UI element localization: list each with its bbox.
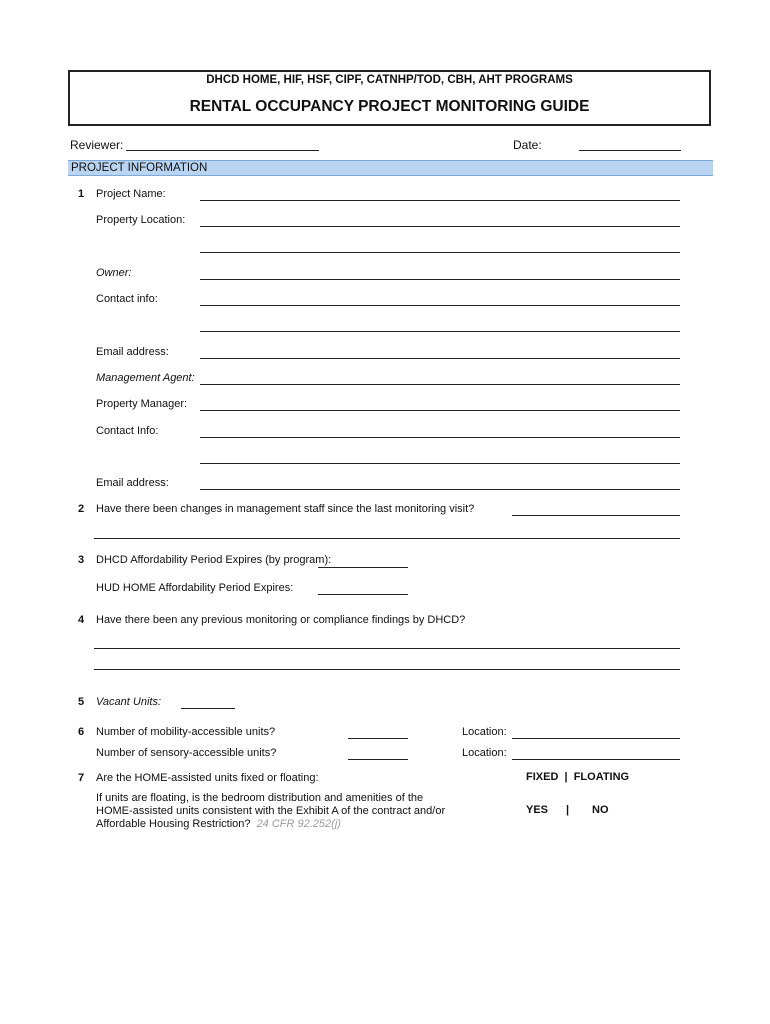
reviewer-field[interactable] (126, 150, 319, 151)
question-number-5: 5 (78, 696, 85, 708)
sensory-units-field[interactable] (348, 759, 408, 760)
sensory-location-field[interactable] (512, 759, 680, 760)
mobility-location-label: Location: (462, 726, 507, 738)
agent-email-field[interactable] (200, 489, 680, 490)
vacant-units-label: Vacant Units: (96, 696, 162, 708)
hud-affordability-field[interactable] (318, 594, 408, 595)
question-number-1: 1 (78, 188, 85, 200)
owner-email-label: Email address: (96, 346, 169, 358)
owner-contact-field[interactable] (200, 305, 680, 306)
owner-contact-field-2[interactable] (200, 331, 680, 332)
date-label: Date: (513, 138, 542, 152)
question-2-text: Have there been changes in management staff since the last monitoring visit? (96, 503, 475, 515)
agent-contact-label: Contact Info: (96, 425, 159, 437)
mobility-location-field[interactable] (512, 738, 680, 739)
section-header-project-information (68, 160, 713, 176)
project-name-field[interactable] (200, 200, 680, 201)
owner-label: Owner: (96, 267, 132, 279)
question-7-followup-text: Affordable Housing Restriction? (96, 818, 251, 830)
dhcd-affordability-label: DHCD Affordability Period Expires (by program): (96, 554, 332, 566)
question-number-2: 2 (78, 503, 85, 515)
mobility-units-field[interactable] (348, 738, 408, 739)
agent-contact-field-2[interactable] (200, 463, 680, 464)
fixed-floating-options[interactable]: FIXED | FLOATING (526, 771, 630, 783)
owner-contact-label: Contact info: (96, 293, 158, 305)
reviewer-label: Reviewer: (70, 138, 124, 152)
question-4-answer-field-2[interactable] (94, 669, 680, 670)
no-option[interactable]: NO (592, 804, 609, 816)
owner-field[interactable] (200, 279, 680, 280)
management-agent-label: Management Agent: (96, 372, 195, 384)
question-2-explanation-field[interactable] (94, 538, 680, 539)
project-name-label: Project Name: (96, 188, 166, 200)
agent-contact-field[interactable] (200, 437, 680, 438)
question-7-text: Are the HOME-assisted units fixed or floating: (96, 772, 319, 784)
property-location-field[interactable] (200, 226, 680, 227)
question-7-followup-line-2: HOME-assisted units consistent with the Exhibit A of the contract and/or (96, 805, 446, 817)
vacant-units-field[interactable] (181, 708, 235, 709)
yes-no-separator: | (566, 804, 570, 816)
property-manager-label: Property Manager: (96, 398, 188, 410)
management-agent-field[interactable] (200, 384, 680, 385)
title-box (68, 70, 711, 126)
sensory-units-label: Number of sensory-accessible units? (96, 747, 277, 759)
mobility-units-label: Number of mobility-accessible units? (96, 726, 276, 738)
question-4-answer-field[interactable] (94, 648, 680, 649)
question-number-4: 4 (78, 614, 85, 626)
question-7-followup-line-1: If units are floating, is the bedroom distribution and amenities of the (96, 792, 424, 804)
property-manager-field[interactable] (200, 410, 680, 411)
yes-option[interactable]: YES (526, 804, 549, 816)
page-title: RENTAL OCCUPANCY PROJECT MONITORING GUIDE (189, 98, 590, 115)
programs-heading: DHCD HOME, HIF, HSF, CIPF, CATNHP/TOD, CBH, AHT PROGRAMS (206, 74, 573, 86)
agent-email-label: Email address: (96, 477, 169, 489)
question-number-3: 3 (78, 554, 85, 566)
date-field[interactable] (579, 150, 681, 151)
dhcd-affordability-field[interactable] (318, 567, 408, 568)
question-number-6: 6 (78, 726, 85, 738)
question-number-7: 7 (78, 772, 85, 784)
property-location-label: Property Location: (96, 214, 186, 226)
property-location-field-2[interactable] (200, 252, 680, 253)
hud-affordability-label: HUD HOME Affordability Period Expires: (96, 582, 294, 594)
owner-email-field[interactable] (200, 358, 680, 359)
section-label: PROJECT INFORMATION (71, 162, 208, 174)
question-2-answer-field[interactable] (512, 515, 680, 516)
question-4-text: Have there been any previous monitoring or compliance findings by DHCD? (96, 614, 466, 626)
regulation-citation: 24 CFR 92.252(j) (256, 818, 341, 830)
question-7-followup-line-3 (96, 818, 341, 831)
sensory-location-label: Location: (462, 747, 507, 759)
